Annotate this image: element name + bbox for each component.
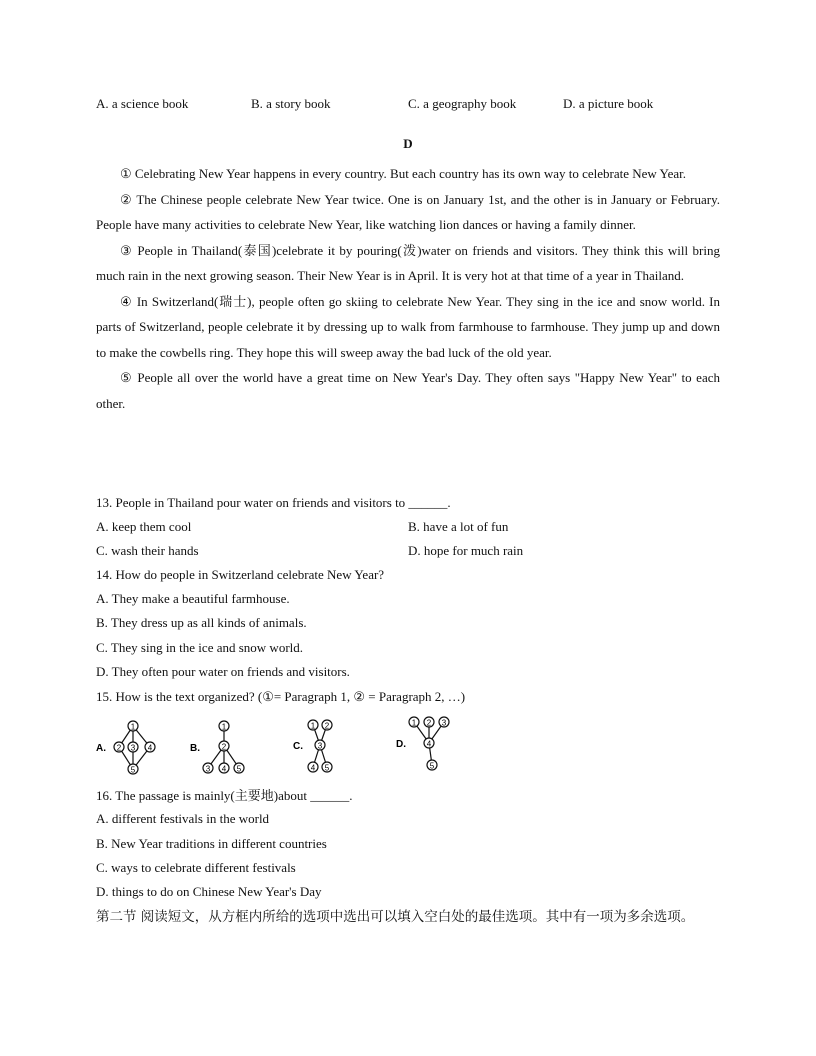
diagram-a-node-2 (114, 742, 124, 753)
question-16-stem: 16. The passage is mainly(主要地)about ______. (96, 788, 353, 803)
reading-passage (96, 161, 720, 416)
paragraph-5: ⑤ People all over the world have a great time on New Year's Day. They often says "Happy New Year" to each other. (96, 370, 720, 411)
diagram-b-node-3 (203, 763, 213, 774)
question-16-option-a: A. different festivals in the world (96, 811, 270, 826)
option-d: D. a picture book (563, 96, 654, 111)
question-13-option-a: A. keep them cool (96, 519, 192, 534)
diagram-b-node-1 (219, 721, 229, 732)
paragraph-3: ③ People in Thailand(泰国)celebrate it by pouring(泼)water on friends and visitors. They think this will bring much rain in the next growing season. Their New Year is in April. It is very hot at that time of a year in Thailand. (96, 242, 720, 283)
question-14-option-d: D. They often pour water on friends and visitors. (96, 664, 350, 679)
question-13-stem: 13. People in Thailand pour water on friends and visitors to ______. (96, 495, 451, 510)
diagram-d-node-2 (424, 717, 434, 728)
diagram-b-node-5 (234, 763, 244, 774)
question-13-option-d: D. hope for much rain (408, 543, 524, 558)
diagram-b-node-2 (219, 741, 229, 752)
diagram-a-node-3 (128, 742, 138, 753)
question-16-option-b: B. New Year traditions in different countries (96, 836, 327, 851)
question-14-stem: 14. How do people in Switzerland celebrate New Year? (96, 567, 385, 582)
structure-diagram-b (190, 716, 254, 778)
diagram-a-label: A. (96, 743, 106, 754)
paragraph-4: ④ In Switzerland(瑞士), people often go skiing to celebrate New Year. They sing in the ice and snow world. In parts of Switzerland, people celebrate it by dressing up to walk from farmhouse to farmhouse. They jump up and down to make the cowbells ring. They hope this will sweep away the bad luck of the old year. (96, 293, 720, 360)
svg-text:4: 4 (147, 743, 153, 753)
diagram-d-node-1 (409, 717, 419, 728)
svg-text:5: 5 (130, 765, 136, 775)
option-b: B. a story book (251, 96, 331, 111)
diagram-d-label: D. (396, 739, 406, 750)
svg-text:1: 1 (221, 722, 227, 732)
diagram-c-node-3 (315, 740, 325, 751)
diagram-a-node-4 (145, 742, 155, 753)
paragraph-1: ① Celebrating New Year happens in every country. But each country has its own way to celebrate New Year. (120, 166, 687, 181)
svg-text:4: 4 (221, 764, 227, 774)
passage-label: D (403, 136, 413, 151)
svg-text:2: 2 (324, 721, 330, 731)
question-13-option-c: C. wash their hands (96, 543, 199, 558)
diagram-b-node-4 (219, 763, 229, 774)
diagram-c-node-5 (322, 762, 332, 773)
diagram-a-node-1 (128, 721, 138, 732)
diagram-c-node-1 (308, 720, 318, 731)
svg-text:3: 3 (130, 743, 136, 753)
diagram-c-node-4 (308, 762, 318, 773)
question-15-stem: 15. How is the text organized? (①= Paragraph 1, ② = Paragraph 2, …) (96, 689, 466, 704)
diagram-d-node-4 (424, 738, 434, 749)
question-14-option-a: A. They make a beautiful farmhouse. (96, 591, 290, 606)
section-title: 第二节 阅读短文，从方框内所给的选项中选出可以填入空白处的最佳选项。其中有一项为多余选项。 (96, 909, 695, 925)
svg-text:2: 2 (426, 718, 432, 728)
structure-diagram-d (396, 714, 460, 776)
diagram-d-node-3 (439, 717, 449, 728)
svg-text:1: 1 (310, 721, 316, 731)
question-13-option-b: B. have a lot of fun (408, 519, 509, 534)
diagram-c-label: C. (293, 741, 303, 752)
svg-text:4: 4 (426, 739, 432, 749)
svg-text:3: 3 (441, 718, 447, 728)
question-16-option-c: C. ways to celebrate different festivals (96, 860, 296, 875)
svg-text:4: 4 (310, 763, 316, 773)
structure-diagram-c (293, 716, 357, 778)
svg-text:1: 1 (411, 718, 417, 728)
svg-text:5: 5 (324, 763, 330, 773)
svg-text:1: 1 (130, 722, 136, 732)
diagram-b-label: B. (190, 743, 200, 754)
question-16-option-d: D. things to do on Chinese New Year's Day (96, 884, 322, 899)
option-c: C. a geography book (408, 96, 517, 111)
svg-text:5: 5 (429, 761, 435, 771)
svg-text:3: 3 (205, 764, 211, 774)
structure-diagram-a (96, 716, 160, 778)
diagram-d-node-5 (427, 760, 437, 771)
question-14-option-b: B. They dress up as all kinds of animals. (96, 615, 307, 630)
svg-text:2: 2 (221, 742, 227, 752)
svg-text:3: 3 (317, 741, 323, 751)
option-a: A. a science book (96, 96, 189, 111)
question-14-option-c: C. They sing in the ice and snow world. (96, 640, 304, 655)
diagram-c-node-2 (322, 720, 332, 731)
diagram-a-node-5 (128, 764, 138, 775)
svg-text:2: 2 (116, 743, 122, 753)
paragraph-2: ② The Chinese people celebrate New Year twice. One is on January 1st, and the other is in January or February. People have many activities to celebrate New Year, like watching lion dances or having a family dinner. (96, 191, 720, 232)
svg-text:5: 5 (236, 764, 242, 774)
previous-question-options (96, 96, 736, 114)
